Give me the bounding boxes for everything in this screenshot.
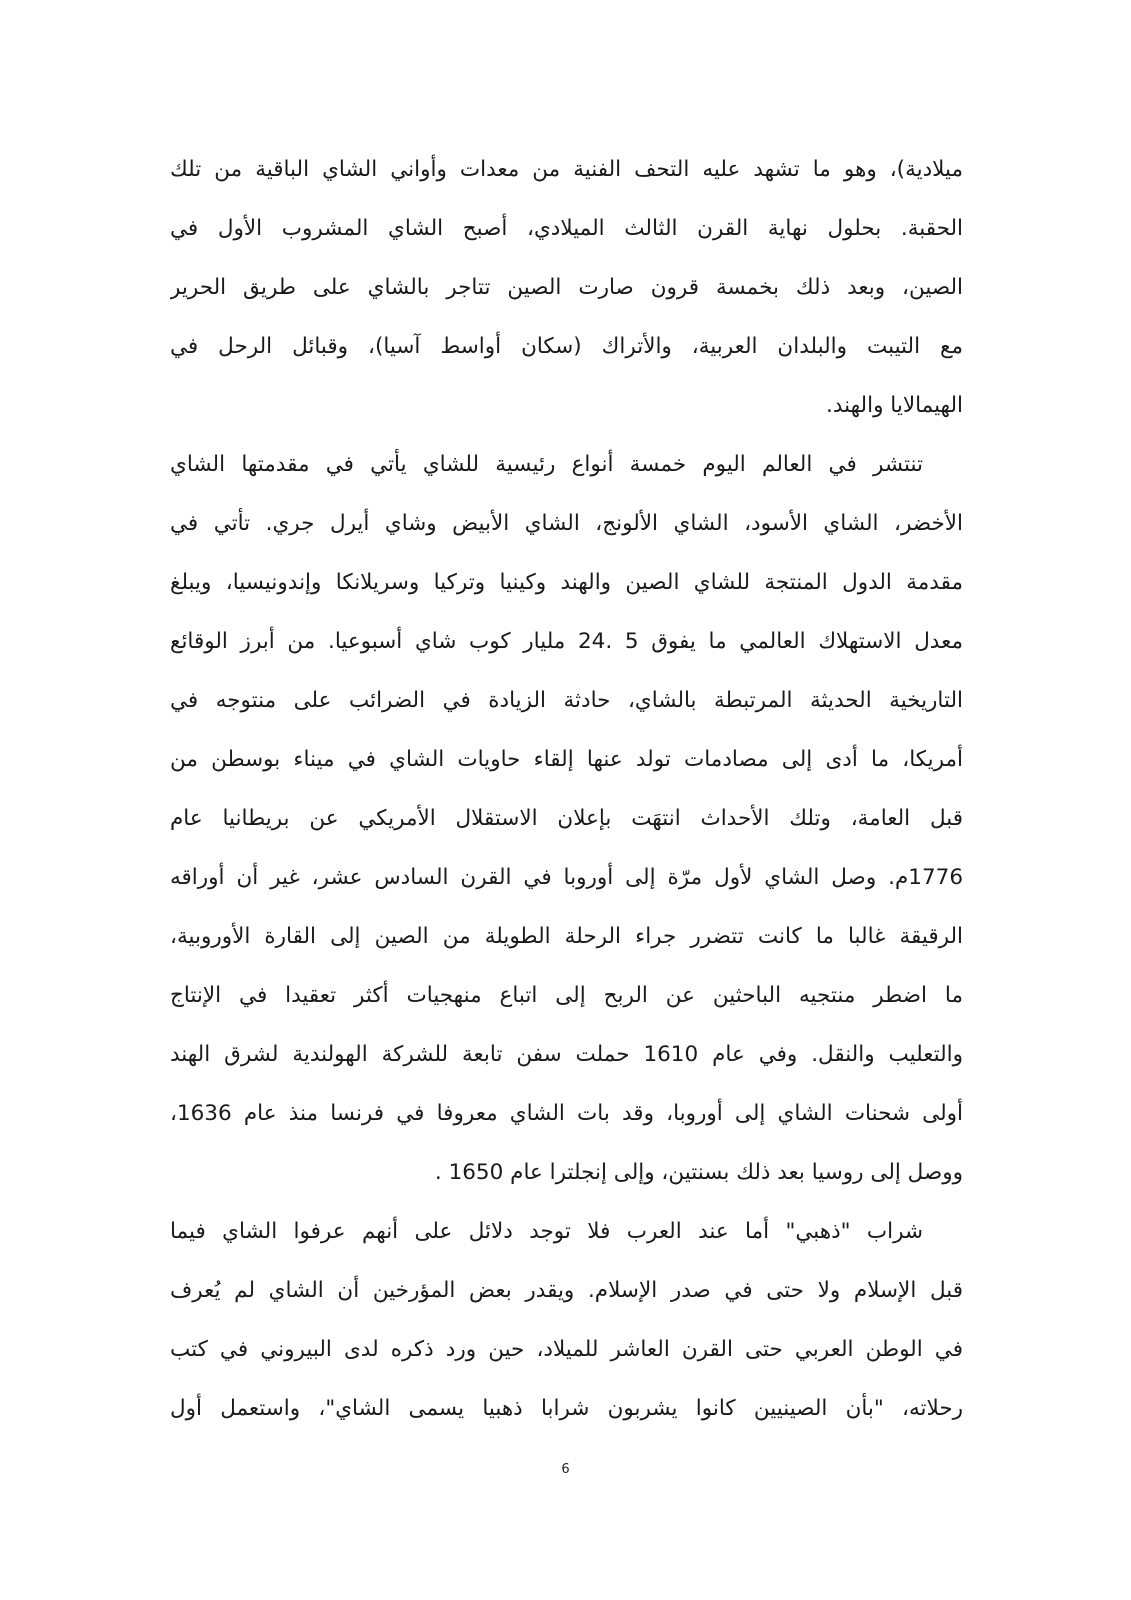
text-line: الهيمالايا والهند. xyxy=(826,393,963,418)
text-line: قبل الإسلام ولا حتى في صدر الإسلام. ويقدر بعض المؤرخين أن الشاي لم يُعرف xyxy=(170,1278,963,1303)
text-line: مقدمة الدول المنتجة للشاي الصين والهند وكينيا وتركيا وسريلانكا وإندونيسيا، ويبلغ xyxy=(170,570,963,595)
paragraph-1 xyxy=(170,140,963,435)
text-line: الأخضر، الشاي الأسود، الشاي الألونج، الشاي الأبيض وشاي أيرل جري. تأتي في xyxy=(170,511,963,536)
text-line: الصين، وبعد ذلك بخمسة قرون صارت الصين تتاجر بالشاي على طريق الحرير xyxy=(170,275,963,300)
body-text xyxy=(170,140,963,1438)
paragraph-3 xyxy=(170,1202,963,1438)
text-line: والتعليب والنقل. وفي عام 1610 حملت سفن تابعة للشركة الهولندية لشرق الهند xyxy=(170,1042,963,1067)
text-line: في الوطن العربي حتى القرن العاشر للميلاد، حين ورد ذكره لدى البيروني في كتب xyxy=(170,1337,963,1362)
text-line: تنتشر في العالم اليوم خمسة أنواع رئيسية للشاي يأتي في مقدمتها الشاي xyxy=(170,452,923,477)
page-number: 6 xyxy=(561,1462,570,1477)
paragraph-2 xyxy=(170,435,963,1202)
text-line: التاريخية الحديثة المرتبطة بالشاي، حادثة الزيادة في الضرائب على منتوجه في xyxy=(170,688,963,713)
text-line: أولى شحنات الشاي إلى أوروبا، وقد بات الشاي معروفا في فرنسا منذ عام 1636، xyxy=(170,1101,963,1126)
text-line: مع التيبت والبلدان العربية، والأتراك (سكان أواسط آسيا)، وقبائل الرحل في xyxy=(170,334,963,359)
text-line: الحقبة. بحلول نهاية القرن الثالث الميلادي، أصبح الشاي المشروب الأول في xyxy=(170,216,963,241)
text-line: شراب "ذهبي" أما عند العرب فلا توجد دلائل على أنهم عرفوا الشاي فيما xyxy=(170,1219,923,1244)
text-line: ما اضطر منتجيه الباحثين عن الربح إلى اتباع منهجيات أكثر تعقيدا في الإنتاج xyxy=(170,983,963,1008)
text-line: أمريكا، ما أدى إلى مصادمات تولد عنها إلقاء حاويات الشاي في ميناء بوسطن من xyxy=(170,747,963,772)
text-line: ميلادية)، وهو ما تشهد عليه التحف الفنية من معدات وأواني الشاي الباقية من تلك xyxy=(170,157,963,182)
text-line: 1776م. وصل الشاي لأول مرّة إلى أوروبا في القرن السادس عشر، غير أن أوراقه xyxy=(170,865,963,890)
text-line: ووصل إلى روسيا بعد ذلك بسنتين، وإلى إنجلترا عام 1650 . xyxy=(434,1160,963,1185)
text-line: قبل العامة، وتلك الأحداث انتهَت بإعلان الاستقلال الأمريكي عن بريطانيا عام xyxy=(170,806,963,831)
text-line: رحلاته، "بأن الصينيين كانوا يشربون شرابا ذهبيا يسمى الشاي"، واستعمل أول xyxy=(170,1396,963,1421)
text-line: الرقيقة غالبا ما كانت تتضرر جراء الرحلة الطويلة من الصين إلى القارة الأوروبية، xyxy=(170,924,963,949)
text-line: معدل الاستهلاك العالمي ما يفوق 5 .24 مليار كوب شاي أسبوعيا. من أبرز الوقائع xyxy=(170,629,963,654)
